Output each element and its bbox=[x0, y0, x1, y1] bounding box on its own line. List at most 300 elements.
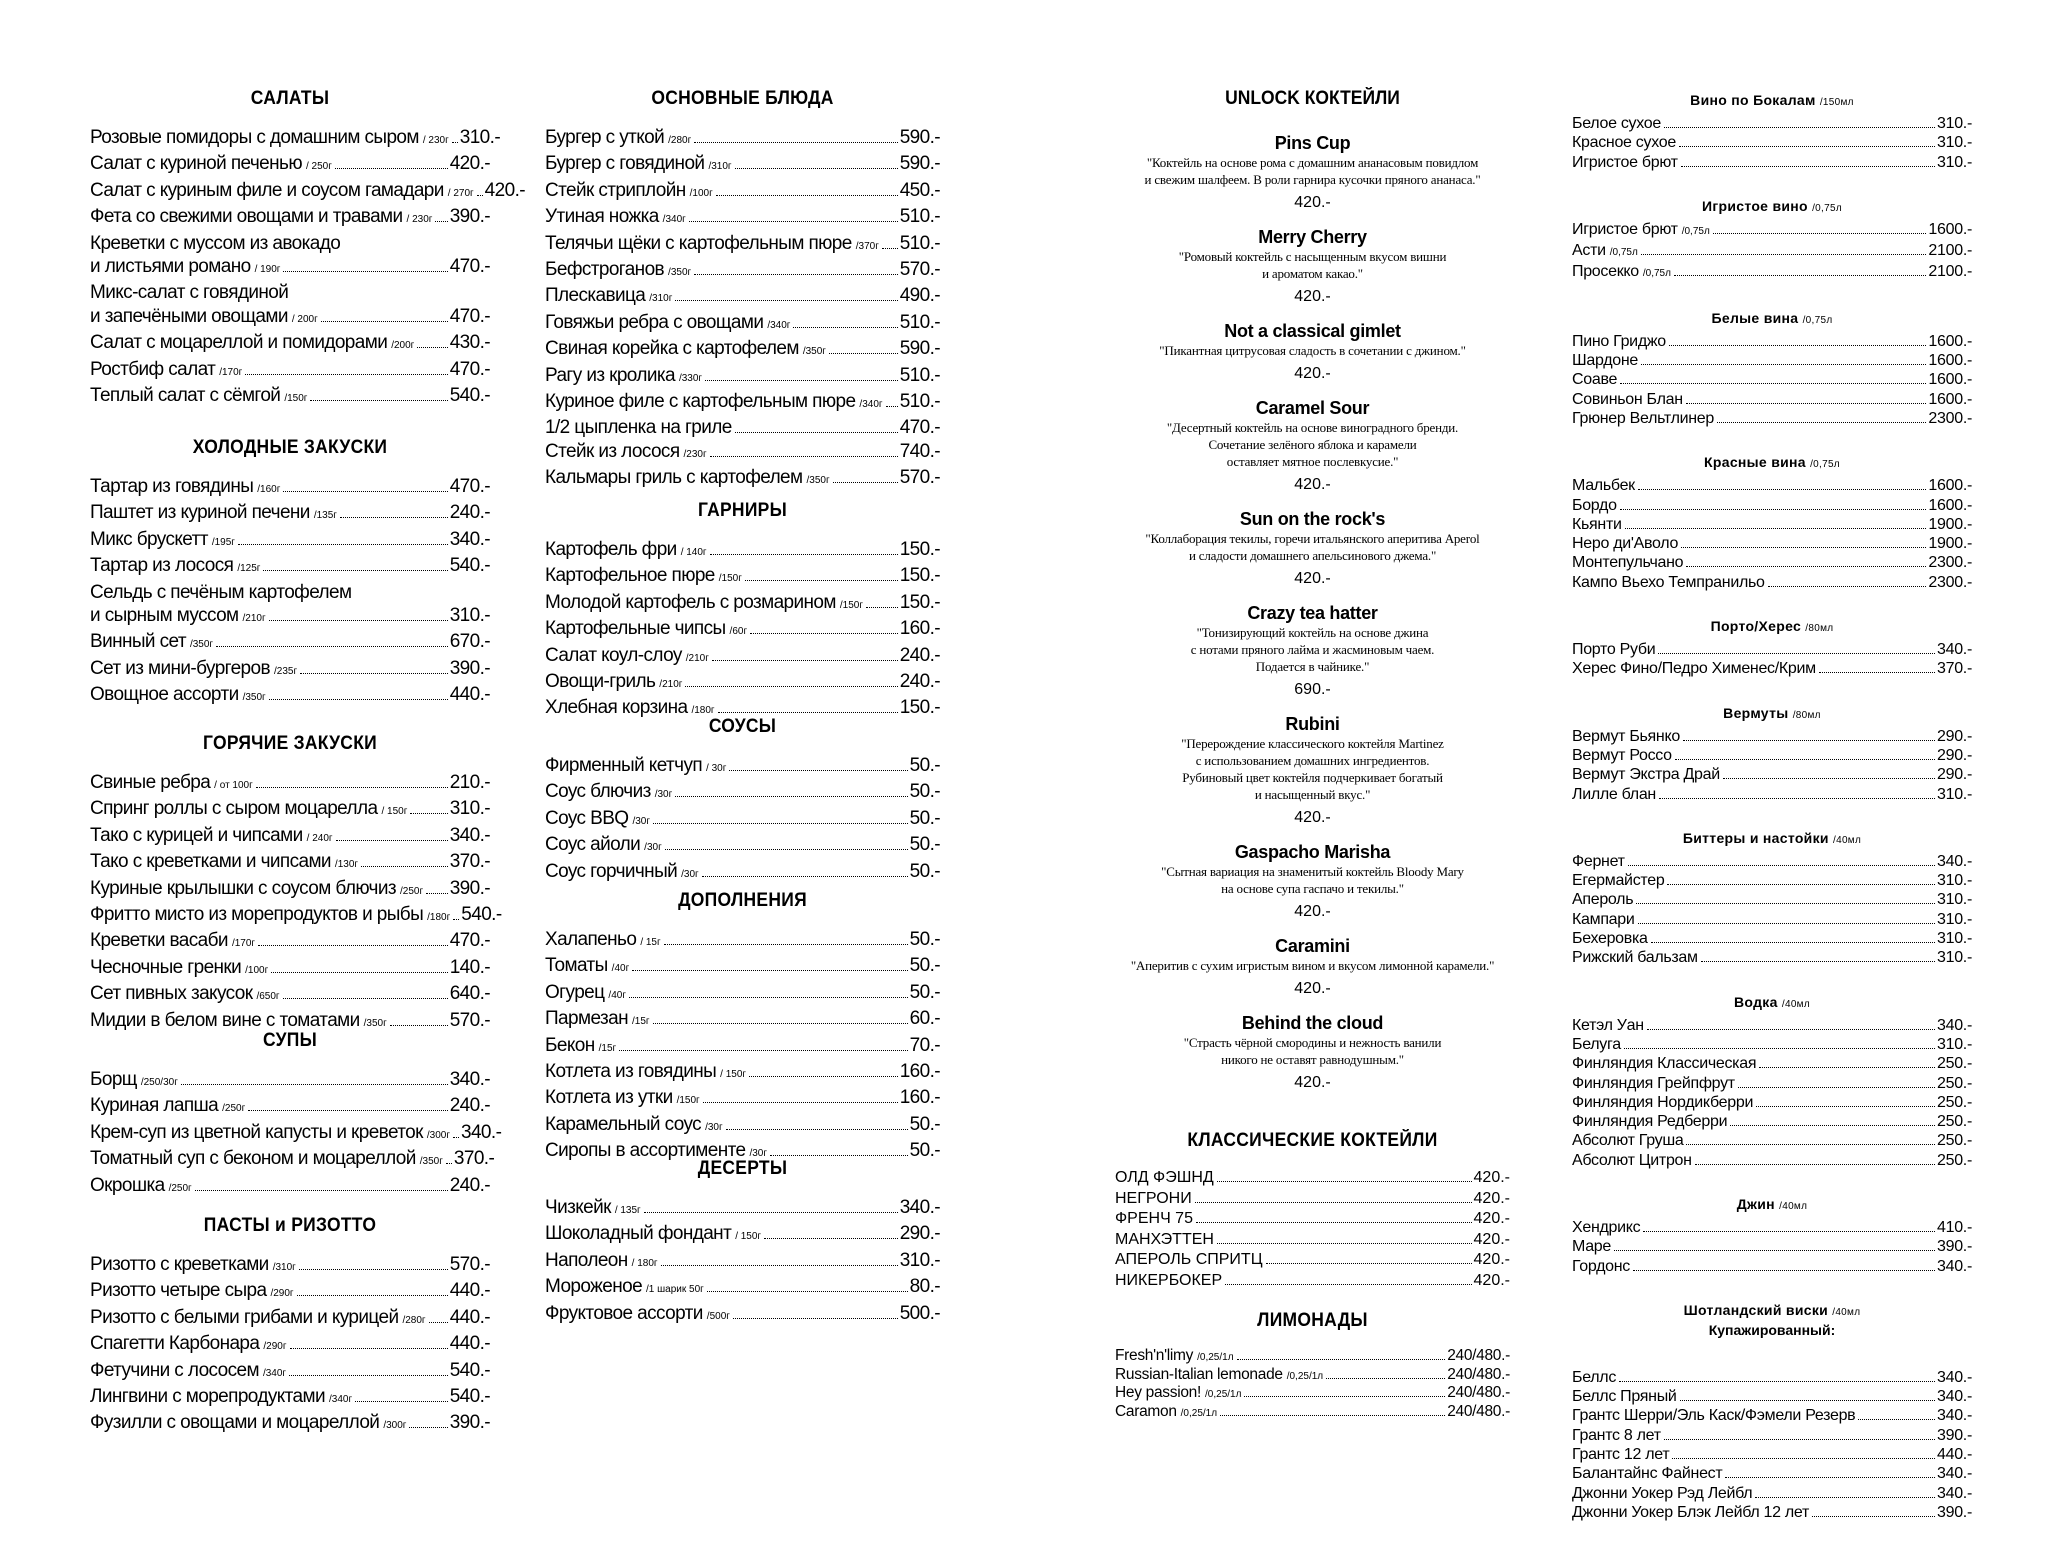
item-name: Мидии в белом вине с томатами bbox=[90, 1009, 360, 1031]
menu-item bbox=[545, 780, 940, 806]
item-price: 420.- bbox=[1473, 1230, 1510, 1248]
dot-leader bbox=[1759, 1067, 1935, 1068]
item-portion: /310г bbox=[272, 1262, 296, 1273]
item-name: Мальбек bbox=[1572, 477, 1635, 495]
section-title bbox=[1572, 705, 1972, 721]
menu-item bbox=[545, 833, 940, 859]
item-price: 340.- bbox=[460, 1121, 502, 1143]
item-name: Белуга bbox=[1572, 1035, 1621, 1053]
menu-item bbox=[1572, 1151, 1972, 1170]
menu-item bbox=[545, 337, 940, 363]
dot-leader bbox=[1664, 127, 1935, 128]
item-portion: /250г bbox=[399, 885, 424, 897]
menu-item bbox=[1572, 351, 1972, 370]
menu-item bbox=[1572, 1445, 1972, 1464]
cocktail-description: Сочетание зелёного яблока и карамели bbox=[1208, 437, 1417, 452]
item-name: Спринг роллы с сыром моцарелла bbox=[90, 798, 378, 820]
menu-item bbox=[1572, 241, 1972, 262]
menu-item bbox=[90, 554, 490, 580]
menu-item bbox=[90, 528, 490, 554]
dot-leader bbox=[453, 919, 459, 920]
item-price: 310.- bbox=[1937, 134, 1972, 152]
menu-section bbox=[90, 733, 502, 1035]
item-name: Пино Гриджо bbox=[1572, 332, 1666, 350]
dot-leader bbox=[716, 195, 898, 196]
section-items bbox=[1572, 852, 1972, 968]
item-price: 470.- bbox=[899, 417, 940, 439]
menu-item bbox=[90, 1279, 490, 1305]
item-portion: /160г bbox=[257, 484, 281, 495]
dot-leader bbox=[705, 380, 898, 381]
item-portion: / 200г bbox=[291, 313, 318, 325]
dot-leader bbox=[644, 1212, 898, 1213]
item-price: 340.- bbox=[1937, 1407, 1972, 1425]
cocktail-name: Crazy tea hatter bbox=[1247, 603, 1378, 623]
dot-leader bbox=[263, 570, 447, 571]
item-name: Неро ди'Аволо bbox=[1572, 535, 1679, 553]
dot-leader bbox=[750, 633, 898, 634]
item-price: 310.- bbox=[1937, 949, 1972, 967]
cocktail-item bbox=[1115, 508, 1510, 590]
menu-item bbox=[545, 1060, 940, 1086]
item-portion: /500г bbox=[706, 1310, 730, 1322]
item-price: 250.- bbox=[1937, 1132, 1972, 1150]
item-price: 150.- bbox=[899, 539, 940, 560]
drinks-list bbox=[1572, 92, 1972, 1548]
cocktail-price: 420.- bbox=[1294, 980, 1331, 997]
item-name: Соус айоли bbox=[545, 834, 641, 856]
item-price: 340.- bbox=[1937, 1388, 1972, 1406]
section-unit: /40мл bbox=[1779, 1200, 1808, 1212]
section-title-text: Биттеры и настойки bbox=[1682, 829, 1829, 846]
item-price: 470.- bbox=[449, 358, 490, 380]
dot-leader bbox=[718, 712, 898, 713]
menu-item bbox=[545, 644, 940, 670]
item-name: Паштет из куриной печени bbox=[90, 502, 310, 524]
item-name: Салат с моцареллой и помидорами bbox=[90, 332, 388, 354]
cocktail-description: и сладости домашнего апельсинового джема." bbox=[1188, 548, 1437, 563]
dot-leader bbox=[1819, 672, 1935, 673]
section-items bbox=[90, 771, 502, 1035]
item-portion: /150г bbox=[718, 573, 742, 585]
item-price: 430.- bbox=[449, 332, 490, 354]
dot-leader bbox=[1217, 1243, 1472, 1244]
item-price: 1600.- bbox=[1928, 496, 1972, 514]
section-title-text: Шотландский виски bbox=[1683, 1301, 1829, 1318]
item-name: Борщ bbox=[90, 1069, 137, 1090]
section-items bbox=[1572, 332, 1972, 428]
cocktail-description: и насыщенный вкус." bbox=[1254, 787, 1371, 802]
menu-item bbox=[545, 416, 940, 439]
item-portion: /135г bbox=[313, 510, 337, 522]
item-price: 340.- bbox=[1937, 1465, 1972, 1483]
item-name: Тартар из лосося bbox=[90, 555, 234, 577]
menu-item bbox=[90, 179, 525, 205]
item-portion: /330г bbox=[678, 372, 703, 384]
section-title: ОСНОВНЫЕ БЛЮДА bbox=[651, 88, 834, 109]
item-price: 590.- bbox=[899, 127, 940, 148]
item-price: 50.- bbox=[909, 755, 940, 776]
item-name: Говяжьи ребра с овощами bbox=[545, 311, 764, 333]
cocktail-description: "Коктейль на основе рома с домашним ананасовым повидлом bbox=[1146, 155, 1479, 170]
dot-leader bbox=[269, 620, 448, 621]
item-price: 510.- bbox=[899, 206, 940, 228]
menu-item bbox=[90, 604, 490, 630]
item-price: 250.- bbox=[1937, 1055, 1972, 1073]
menu-item bbox=[90, 877, 490, 903]
cocktail-description: на основе супа гаспачо и текилы." bbox=[1221, 881, 1404, 896]
menu-item bbox=[545, 564, 940, 590]
item-name: Креветки васаби bbox=[90, 930, 228, 952]
item-name: Грантс 8 лет bbox=[1572, 1426, 1661, 1444]
menu-item bbox=[1572, 1257, 1972, 1276]
item-portion: /340г bbox=[262, 1367, 287, 1379]
item-price: 1600.- bbox=[1928, 477, 1972, 495]
item-name: Салат с куриной печенью bbox=[90, 153, 302, 175]
item-name: Порто Руби bbox=[1572, 641, 1656, 659]
dot-leader bbox=[269, 699, 448, 700]
item-name: Молодой картофель с розмарином bbox=[545, 591, 836, 613]
menu-item bbox=[545, 466, 940, 492]
cocktail-price: 420.- bbox=[1294, 288, 1331, 305]
item-price: 470.- bbox=[449, 930, 490, 952]
menu-item bbox=[545, 538, 940, 564]
menu-item bbox=[545, 928, 940, 954]
item-price: 390.- bbox=[449, 1412, 490, 1434]
menu-item bbox=[1115, 1209, 1510, 1230]
dot-leader bbox=[299, 1269, 448, 1270]
dot-leader bbox=[409, 1427, 447, 1428]
item-price: 310.- bbox=[449, 798, 490, 820]
item-price: 240/480.- bbox=[1447, 1402, 1510, 1420]
cocktail-name: Pins Cup bbox=[1274, 133, 1351, 153]
item-portion: / от 100г bbox=[214, 780, 253, 791]
dot-leader bbox=[283, 998, 448, 999]
item-price: 310.- bbox=[449, 605, 490, 627]
item-name: и листьями романо bbox=[90, 256, 251, 278]
item-portion: /30г bbox=[632, 815, 651, 827]
dot-leader bbox=[1686, 403, 1927, 404]
dot-leader bbox=[335, 168, 448, 169]
dot-leader bbox=[195, 1190, 448, 1191]
item-price: 340.- bbox=[1937, 852, 1972, 870]
menu-item bbox=[1572, 1368, 1972, 1387]
item-name: НЕГРОНИ bbox=[1115, 1189, 1192, 1207]
dot-leader bbox=[435, 221, 447, 222]
item-price: 2100.- bbox=[1928, 242, 1972, 260]
menu-item bbox=[545, 258, 940, 284]
item-portion: / 180г bbox=[631, 1257, 658, 1269]
item-price: 440.- bbox=[449, 1280, 490, 1302]
cocktail-name: Rubini bbox=[1285, 714, 1340, 734]
item-price: 540.- bbox=[461, 904, 502, 926]
item-portion: /210г bbox=[659, 679, 683, 691]
item-name: Маре bbox=[1572, 1238, 1612, 1256]
item-price: 590.- bbox=[899, 338, 940, 360]
item-price: 310.- bbox=[1937, 930, 1972, 948]
item-name: Бордо bbox=[1572, 496, 1617, 514]
item-price: 390.- bbox=[449, 657, 490, 679]
item-name: Сет из мини-бургеров bbox=[90, 657, 270, 679]
item-name: Кьянти bbox=[1572, 515, 1622, 533]
section-title bbox=[1572, 1196, 1972, 1212]
section-title-text: Белые вина bbox=[1711, 309, 1799, 326]
dot-leader bbox=[1217, 1181, 1472, 1182]
dot-leader bbox=[1628, 865, 1935, 866]
section-title bbox=[1572, 994, 1972, 1010]
item-portion: /350г bbox=[419, 1156, 443, 1168]
section-title: ДОПОЛНЕНИЯ bbox=[678, 890, 807, 911]
dot-leader bbox=[866, 607, 898, 608]
menu-item bbox=[1572, 910, 1972, 929]
menu-item bbox=[1572, 409, 1972, 428]
item-portion: /40г bbox=[608, 989, 626, 1001]
item-price: 570.- bbox=[449, 1254, 490, 1275]
item-name: Асти bbox=[1572, 242, 1606, 260]
item-price: 440.- bbox=[449, 1333, 490, 1355]
item-portion: /150г bbox=[839, 599, 863, 611]
dot-leader bbox=[1638, 923, 1935, 924]
item-portion: /280г bbox=[668, 135, 692, 146]
item-name: Финляндия Нордикберри bbox=[1572, 1093, 1754, 1111]
dot-leader bbox=[1196, 1222, 1472, 1223]
section-items bbox=[1572, 220, 1972, 284]
dot-leader bbox=[452, 142, 458, 143]
item-portion: /300г bbox=[383, 1420, 407, 1432]
section-title: СУПЫ bbox=[262, 1030, 318, 1051]
dot-leader bbox=[355, 1401, 448, 1402]
section-unit: /0,75л bbox=[1802, 314, 1833, 326]
dot-leader bbox=[1738, 1087, 1935, 1088]
item-portion: / 15г bbox=[640, 937, 661, 948]
item-name: Картофельное пюре bbox=[545, 565, 715, 587]
cocktail-item bbox=[1115, 713, 1510, 829]
item-price: 510.- bbox=[899, 232, 940, 254]
item-name: Фета со свежими овощами и травами bbox=[90, 206, 403, 228]
item-portion: /280г bbox=[402, 1314, 426, 1326]
dot-leader bbox=[1730, 1125, 1935, 1126]
cocktail-item bbox=[1115, 397, 1510, 496]
item-price: 80.- bbox=[909, 1276, 940, 1298]
dot-leader bbox=[710, 456, 898, 457]
item-price: 390.- bbox=[1937, 1503, 1972, 1521]
item-price: 470.- bbox=[449, 256, 490, 278]
menu-item bbox=[90, 630, 490, 656]
cocktail-description: "Коллаборация текилы, горечи итальянского аперитива Aperol bbox=[1145, 531, 1480, 546]
item-name: Винный сет bbox=[90, 631, 186, 653]
item-name: Картофель фри bbox=[545, 539, 677, 560]
cocktail-description: "Десертный коктейль на основе виноградного бренди. bbox=[1166, 420, 1459, 435]
item-price: 510.- bbox=[899, 391, 940, 413]
dot-leader bbox=[1675, 759, 1935, 760]
cocktail-price: 690.- bbox=[1294, 681, 1331, 698]
item-name: Фирменный кетчуп bbox=[545, 755, 703, 776]
lemonades-section bbox=[1115, 1310, 1510, 1422]
dot-leader bbox=[290, 1348, 448, 1349]
item-name: Абсолют Груша bbox=[1572, 1132, 1684, 1150]
cocktail-price: 420.- bbox=[1294, 365, 1331, 382]
menu-item bbox=[1572, 573, 1972, 592]
menu-item bbox=[545, 1302, 940, 1328]
dot-leader bbox=[1686, 1144, 1935, 1145]
section-items bbox=[1572, 727, 1972, 804]
menu-item bbox=[1115, 1367, 1510, 1386]
menu-item bbox=[1572, 1054, 1972, 1073]
section-title-text: Красные вина bbox=[1704, 454, 1806, 471]
menu-item bbox=[90, 956, 490, 982]
item-price: 50.- bbox=[909, 834, 940, 856]
menu-item bbox=[90, 683, 490, 709]
item-portion: /350г bbox=[668, 267, 692, 279]
section-unit: /80мл bbox=[1805, 623, 1834, 635]
cocktail-price: 420.- bbox=[1294, 476, 1331, 493]
item-portion: /100г bbox=[689, 187, 713, 199]
item-price: 2300.- bbox=[1928, 554, 1972, 572]
item-price: 290.- bbox=[1937, 727, 1972, 745]
section-title: КЛАССИЧЕСКИЕ КОКТЕЙЛИ bbox=[1187, 1130, 1438, 1151]
item-price: 500.- bbox=[899, 1302, 940, 1324]
item-portion: /180г bbox=[427, 912, 451, 924]
menu-item bbox=[1115, 1189, 1510, 1210]
item-price: 310.- bbox=[1937, 1035, 1972, 1053]
dot-leader bbox=[256, 787, 448, 788]
item-price: 570.- bbox=[899, 259, 940, 281]
dot-leader bbox=[712, 660, 898, 661]
dot-leader bbox=[1244, 1396, 1445, 1397]
dot-leader bbox=[410, 813, 447, 814]
item-portion: /250г bbox=[222, 1103, 246, 1115]
item-price: 250.- bbox=[1937, 1151, 1972, 1169]
item-portion: /150г bbox=[676, 1095, 700, 1107]
cocktail-description: "Ромовый коктейль с насыщенным вкусом вишни bbox=[1178, 249, 1447, 264]
item-portion: / 250г bbox=[305, 161, 332, 173]
item-price: 390.- bbox=[1937, 1238, 1972, 1256]
item-price: 1900.- bbox=[1928, 515, 1972, 533]
item-name: Белое сухое bbox=[1572, 115, 1661, 132]
item-name: Грантс 12 лет bbox=[1572, 1446, 1670, 1464]
dot-leader bbox=[619, 1050, 907, 1051]
item-price: 240/480.- bbox=[1447, 1347, 1510, 1364]
cocktail-description: "Страсть чёрной смородины и нежность ванили bbox=[1183, 1035, 1442, 1050]
item-name: Монтепульчано bbox=[1572, 554, 1684, 572]
menu-item bbox=[90, 657, 490, 683]
item-price: 150.- bbox=[899, 591, 940, 613]
cocktail-name: Sun on the rock's bbox=[1239, 509, 1386, 529]
menu-item bbox=[545, 591, 940, 617]
dot-leader bbox=[1686, 566, 1926, 567]
section-subtitle: Купажированный: bbox=[1708, 1321, 1836, 1338]
drinks-section bbox=[1572, 1196, 1972, 1276]
menu-item-line: Креветки с муссом из авокадо bbox=[90, 232, 341, 254]
menu-item bbox=[1572, 496, 1972, 515]
item-portion: /30г bbox=[749, 1148, 768, 1160]
item-portion: /180г bbox=[691, 705, 715, 717]
dot-leader bbox=[829, 353, 898, 354]
section-title: ДЕСЕРТЫ bbox=[697, 1158, 788, 1179]
item-name: Пармезан bbox=[545, 1008, 628, 1030]
item-name: Котлета из утки bbox=[545, 1087, 673, 1109]
item-price: 390.- bbox=[1937, 1426, 1972, 1444]
item-name: Салат коул-слоу bbox=[545, 644, 682, 666]
item-name: Рагу из кролика bbox=[545, 364, 675, 386]
menu-item bbox=[90, 1306, 490, 1332]
menu-item bbox=[1572, 534, 1972, 553]
menu-item bbox=[90, 929, 490, 955]
item-portion: /340г bbox=[767, 319, 791, 331]
item-price: 50.- bbox=[909, 1113, 940, 1135]
menu-item bbox=[545, 311, 940, 337]
menu-item bbox=[1572, 1016, 1972, 1035]
menu-section bbox=[90, 437, 490, 710]
menu-section bbox=[545, 716, 940, 886]
cocktail-description: и ароматом какао." bbox=[1262, 266, 1363, 281]
item-portion: /350г bbox=[363, 1017, 387, 1029]
dot-leader bbox=[289, 1375, 448, 1376]
item-portion: / 240г bbox=[306, 832, 333, 844]
dot-leader bbox=[1638, 489, 1927, 490]
menu-item bbox=[90, 1359, 490, 1385]
menu-item bbox=[1572, 476, 1972, 495]
section-title bbox=[1572, 454, 1972, 470]
item-name: Кампо Вьехо Темпранильо bbox=[1572, 573, 1765, 591]
menu-item bbox=[90, 1385, 490, 1411]
item-portion: /340г bbox=[662, 214, 686, 226]
cocktail-description: "Перерождение классического коктейля Martinez bbox=[1181, 736, 1444, 751]
dot-leader bbox=[283, 491, 447, 492]
menu-item bbox=[1572, 1406, 1972, 1425]
dot-leader bbox=[361, 866, 448, 867]
menu-item bbox=[90, 903, 502, 929]
cocktail-price: 420.- bbox=[1294, 570, 1331, 587]
section-title bbox=[1572, 618, 1972, 634]
menu-item bbox=[545, 1007, 940, 1033]
item-name: Тако с курицей и чипсами bbox=[90, 824, 303, 846]
cocktail-item bbox=[1115, 226, 1510, 308]
dot-leader bbox=[453, 1137, 459, 1138]
cocktail-description: Рубиновый цвет коктейля подчеркивает богатый bbox=[1182, 770, 1443, 785]
section-items bbox=[1572, 1218, 1972, 1276]
item-name: Ризотто с креветками bbox=[90, 1254, 269, 1275]
cocktail-name: Caramel Sour bbox=[1255, 398, 1370, 418]
item-price: 490.- bbox=[899, 285, 940, 307]
item-name: Беллс bbox=[1572, 1368, 1617, 1386]
item-price: 50.- bbox=[909, 860, 940, 882]
item-portion: /200г bbox=[391, 340, 415, 352]
dot-leader bbox=[793, 327, 897, 328]
section-items bbox=[545, 126, 940, 493]
dot-leader bbox=[1768, 586, 1927, 587]
section-unit: /40мл bbox=[1781, 998, 1810, 1010]
item-name: НИКЕРБОКЕР bbox=[1115, 1271, 1223, 1289]
dot-leader bbox=[1667, 884, 1935, 885]
item-name: АПЕРОЛЬ СПРИТЦ bbox=[1115, 1251, 1263, 1268]
menu-item bbox=[90, 1068, 490, 1094]
dot-leader bbox=[664, 944, 908, 945]
menu-item bbox=[545, 754, 940, 780]
item-name: Шоколадный фондант bbox=[545, 1223, 732, 1245]
item-price: 310.- bbox=[1937, 115, 1972, 132]
item-price: 310.- bbox=[1937, 872, 1972, 890]
item-price: 290.- bbox=[899, 1223, 940, 1245]
item-price: 290.- bbox=[1937, 746, 1972, 764]
dot-leader bbox=[1641, 254, 1927, 255]
section-title-text: Джин bbox=[1736, 1195, 1775, 1212]
dot-leader bbox=[675, 300, 897, 301]
item-portion: /300г bbox=[426, 1129, 450, 1141]
item-portion: /0,75л bbox=[1681, 225, 1710, 237]
item-name: Совиньон Блан bbox=[1572, 390, 1683, 408]
item-name: Сиропы в ассортименте bbox=[545, 1140, 746, 1162]
